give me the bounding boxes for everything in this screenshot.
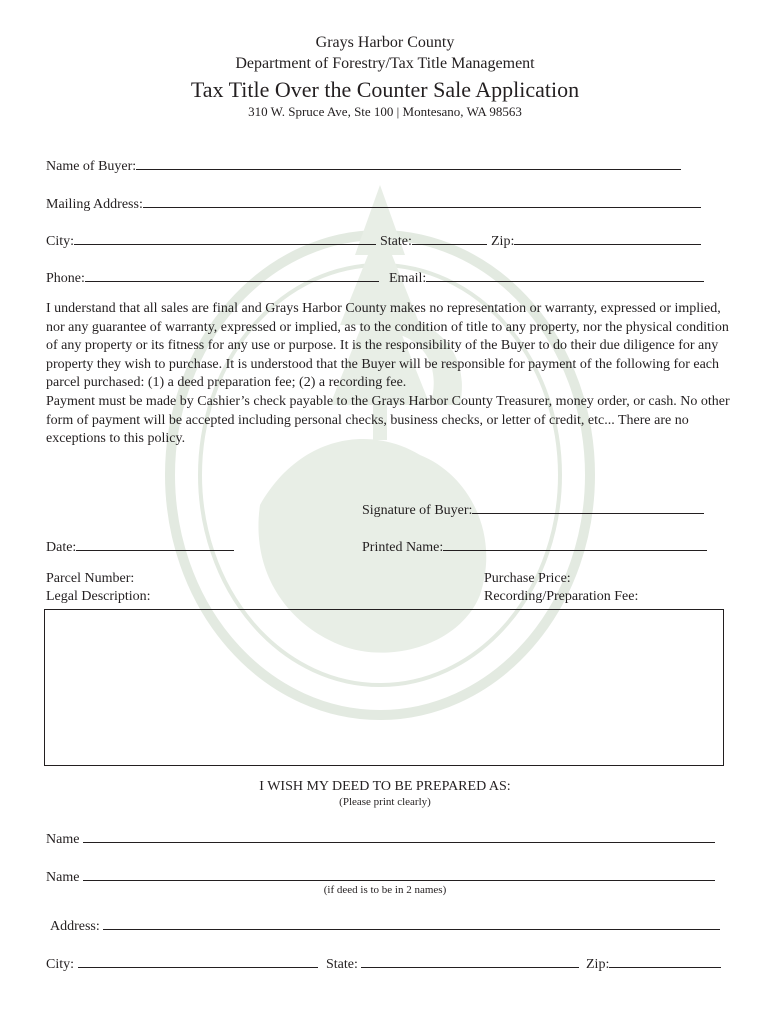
department-name: Department of Forestry/Tax Title Management	[235, 55, 535, 72]
purchase-price-label: Purchase Price:	[484, 571, 571, 586]
legal-description-box[interactable]	[44, 609, 724, 766]
email-label: Email:	[389, 271, 427, 286]
two-names-note: (if deed is to be in 2 names)	[323, 884, 447, 896]
policy-paragraph-2: Payment must be made by Cashier’s check payable to the Grays Harbor County Treasurer, money order, or cash. No other form of payment will be accepted including personal checks, business checks, or letter of credit, etc... There are no exceptions to this policy.	[46, 393, 730, 447]
city-line[interactable]	[74, 231, 376, 245]
policy-paragraph-1: I understand that all sales are final and Grays Harbor County makes no representation or warranty, expressed or implied, nor any guarantee of warranty, expressed or implied, as to the condition of title to any property, nor the physical condition of any property or its fitness for any use or purpose. It is the responsibility of the Buyer to do their due diligence for any property they wish to purchase. It is understood that the Buyer will be responsible for payment of the following for each parcel purchased: (1) a deed preparation fee; (2) a recording fee.	[46, 301, 729, 391]
date-field[interactable]	[46, 537, 234, 556]
deed-name1-label: Name	[46, 832, 80, 847]
state-line[interactable]	[412, 231, 487, 245]
legal-description-label: Legal Description:	[46, 589, 151, 604]
deed-state-field[interactable]	[326, 954, 579, 973]
date-label: Date:	[46, 540, 77, 555]
deed-zip-field[interactable]	[586, 954, 721, 973]
deed-subheading: (Please print clearly)	[339, 796, 431, 808]
email-line[interactable]	[426, 268, 704, 282]
deed-zip-line[interactable]	[609, 954, 721, 968]
city-field[interactable]	[46, 231, 376, 250]
deed-city-field[interactable]	[46, 954, 318, 973]
state-label: State:	[380, 234, 412, 249]
buyer-name-field[interactable]	[46, 156, 681, 175]
deed-name2-label: Name	[46, 870, 80, 885]
phone-field[interactable]	[46, 268, 379, 287]
date-line[interactable]	[76, 537, 234, 551]
phone-label: Phone:	[46, 271, 85, 286]
mailing-address-field[interactable]	[46, 194, 701, 213]
signature-label: Signature of Buyer:	[362, 503, 473, 518]
policy-statement	[46, 300, 730, 449]
deed-address-field[interactable]	[50, 916, 720, 935]
buyer-name-label: Name of Buyer:	[46, 159, 137, 174]
state-field[interactable]	[380, 231, 487, 250]
deed-name2-line[interactable]	[83, 867, 715, 881]
deed-city-line[interactable]	[78, 954, 318, 968]
deed-name1-line[interactable]	[83, 829, 715, 843]
printed-name-line[interactable]	[443, 537, 707, 551]
mailing-address-line[interactable]	[143, 194, 701, 208]
deed-state-line[interactable]	[361, 954, 579, 968]
printed-name-label: Printed Name:	[362, 540, 444, 555]
deed-heading: I WISH MY DEED TO BE PREPARED AS:	[259, 779, 511, 794]
county-name: Grays Harbor County	[315, 34, 455, 51]
deed-city-label: City:	[46, 957, 75, 972]
parcel-number-label: Parcel Number:	[46, 571, 135, 586]
phone-line[interactable]	[85, 268, 379, 282]
zip-label: Zip:	[491, 234, 515, 249]
zip-line[interactable]	[514, 231, 701, 245]
deed-name1-field[interactable]	[46, 829, 715, 848]
signature-field[interactable]	[362, 500, 704, 519]
mailing-address-label: Mailing Address:	[46, 197, 143, 212]
deed-address-line[interactable]	[103, 916, 720, 930]
office-address: 310 W. Spruce Ave, Ste 100 | Montesano, WA 98563	[248, 104, 522, 119]
deed-state-label: State:	[326, 957, 358, 972]
form-title: Tax Title Over the Counter Sale Application	[190, 77, 580, 102]
signature-line[interactable]	[472, 500, 704, 514]
printed-name-field[interactable]	[362, 537, 707, 556]
buyer-name-line[interactable]	[136, 156, 681, 170]
deed-address-label: Address:	[50, 919, 100, 934]
recording-fee-label: Recording/Preparation Fee:	[484, 589, 639, 604]
deed-zip-label: Zip:	[586, 957, 610, 972]
zip-field[interactable]	[491, 231, 701, 250]
city-label: City:	[46, 234, 75, 249]
email-field[interactable]	[389, 268, 704, 287]
